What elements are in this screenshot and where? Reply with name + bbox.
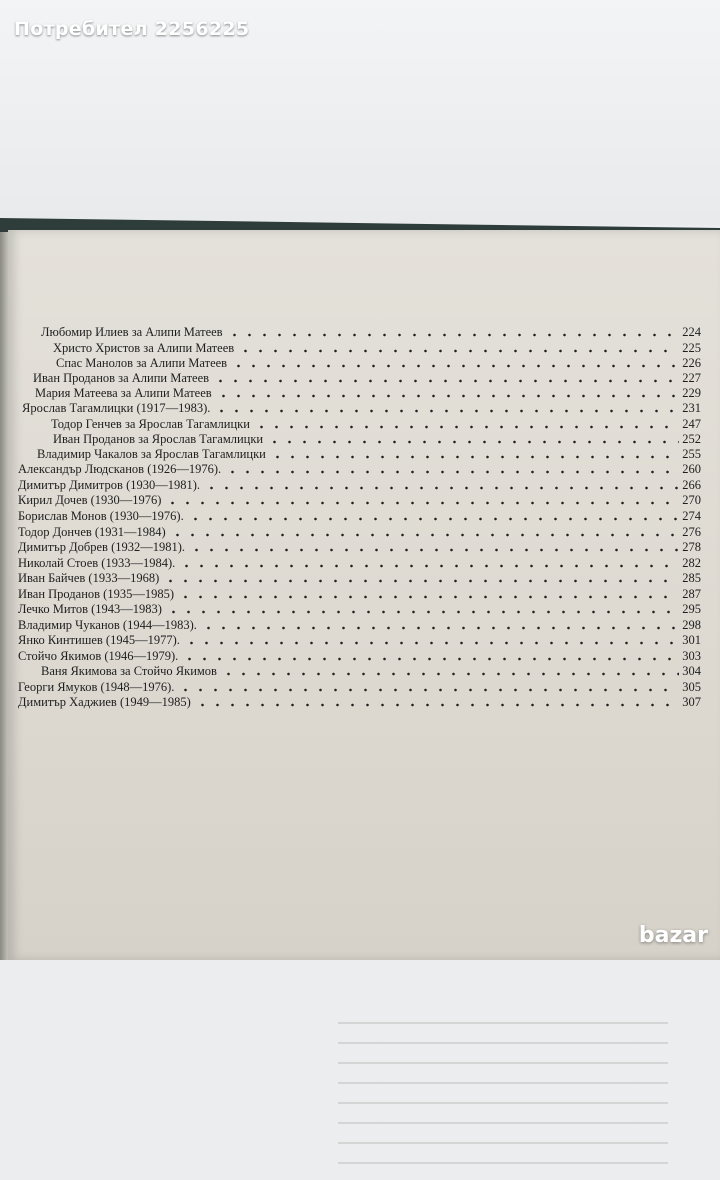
toc-entry-page: 227 — [682, 371, 701, 385]
toc-leader-dots — [188, 508, 680, 524]
toc-entry — [18, 477, 701, 493]
toc-entry — [18, 539, 701, 555]
toc-leader-dots — [214, 400, 679, 416]
toc-entry-page: 224 — [682, 325, 701, 339]
toc-entry-title: Георги Ямуков (1948—1976). — [18, 680, 175, 694]
toc-leader-dots — [163, 570, 679, 586]
toc-entry-title: Иван Проданов за Ярослав Тагамлицки — [53, 432, 264, 446]
toc-entry-title: Николай Стоев (1933—1984). — [18, 556, 176, 570]
toc-entry-title: Иван Байчев (1933—1968) — [18, 571, 160, 585]
toc-leader-dots — [166, 601, 679, 617]
user-label-overlay: Потребител 2256225 — [14, 18, 250, 40]
toc-entry-title: Кирил Дочев (1930—1976) — [18, 493, 162, 507]
toc-entry-title: Лечко Митов (1943—1983) — [18, 602, 162, 616]
toc-leader-dots — [254, 416, 679, 432]
toc-entry-page: 252 — [682, 432, 701, 446]
toc-entry-title: Любомир Илиев за Алипи Матеев — [41, 325, 223, 339]
toc-leader-dots — [179, 555, 679, 571]
toc-entry-page: 304 — [682, 664, 701, 678]
toc-entry-title: Тодор Генчев за Ярослав Тагамлицки — [51, 417, 250, 431]
toc-entry-title: Христо Христов за Алипи Матеев — [53, 341, 235, 355]
toc-entry-page: 229 — [682, 386, 701, 400]
toc-leader-dots — [227, 324, 680, 340]
toc-entry — [51, 416, 701, 432]
toc-entry-title: Стойчо Якимов (1946—1979). — [18, 649, 179, 663]
show-through-text — [338, 1010, 668, 1180]
toc-entry — [22, 400, 701, 416]
toc-entry — [18, 570, 701, 586]
toc-entry-title: Спас Манолов за Алипи Матеев — [56, 356, 228, 370]
toc-entry-page: 303 — [682, 649, 701, 663]
toc-leader-dots — [170, 524, 680, 540]
toc-leader-dots — [221, 663, 679, 679]
toc-entry-title: Борислав Монов (1930—1976). — [18, 509, 184, 523]
toc-leader-dots — [184, 632, 679, 648]
toc-entry-page: 301 — [682, 633, 701, 647]
toc-entry-title: Димитър Добрев (1932—1981). — [18, 540, 186, 554]
book-page — [8, 230, 720, 960]
toc-entry — [53, 431, 701, 447]
toc-entry-page: 276 — [682, 525, 701, 539]
toc-entry-page: 255 — [682, 447, 701, 461]
toc-entry-page: 287 — [682, 587, 701, 601]
toc-entry-page: 278 — [682, 540, 701, 554]
toc-entry-title: Мария Матеева за Алипи Матеев — [35, 386, 212, 400]
toc-leader-dots — [270, 446, 679, 462]
toc-leader-dots — [182, 648, 679, 664]
toc-entry-page: 298 — [682, 618, 701, 632]
toc-entry — [18, 694, 701, 710]
toc-entry — [18, 632, 701, 648]
toc-entry-page: 295 — [682, 602, 701, 616]
toc-entry — [18, 508, 701, 524]
toc-entry-page: 282 — [682, 556, 701, 570]
toc-leader-dots — [165, 492, 679, 508]
toc-entry — [37, 446, 701, 462]
toc-entry — [18, 601, 701, 617]
toc-entry — [41, 663, 701, 679]
toc-entry-title: Ярослав Тагамлицки (1917—1983). — [22, 401, 211, 415]
toc-entry-title: Владимир Чакалов за Ярослав Тагамлицки — [37, 447, 266, 461]
toc-leader-dots — [178, 586, 679, 602]
toc-entry-page: 266 — [682, 478, 701, 492]
toc-entry-title: Димитър Димитров (1930—1981). — [18, 478, 201, 492]
toc-entry-title: Владимир Чуканов (1944—1983). — [18, 618, 197, 632]
toc-leader-dots — [204, 477, 679, 493]
toc-entry-title: Янко Кинтишев (1945—1977). — [18, 633, 180, 647]
toc-entry — [53, 340, 701, 356]
toc-entry-page: 307 — [682, 695, 701, 709]
toc-entry — [56, 355, 701, 371]
toc-entry-title: Иван Проданов за Алипи Матеев — [33, 371, 210, 385]
bazar-watermark-logo: bazar — [638, 923, 708, 948]
toc-entry — [18, 461, 701, 477]
toc-leader-dots — [225, 461, 679, 477]
toc-leader-dots — [213, 370, 679, 386]
toc-entry — [18, 617, 701, 633]
toc-entry — [18, 679, 701, 695]
toc-entry — [33, 370, 701, 386]
toc-entry-title: Иван Проданов (1935—1985) — [18, 587, 174, 601]
toc-leader-dots — [189, 539, 679, 555]
toc-leader-dots — [195, 694, 679, 710]
toc-entry-page: 274 — [682, 509, 701, 523]
toc-entry-title: Ваня Якимова за Стойчо Якимов — [41, 664, 217, 678]
toc-entry — [18, 492, 701, 508]
toc-leader-dots — [238, 340, 679, 356]
toc-leader-dots — [178, 679, 679, 695]
toc-entry — [18, 524, 701, 540]
toc-entry-page: 270 — [682, 493, 701, 507]
toc-leader-dots — [201, 617, 679, 633]
toc-entry-page: 226 — [682, 356, 701, 370]
toc-entry — [18, 555, 701, 571]
toc-entry — [35, 385, 701, 401]
toc-entry-page: 285 — [682, 571, 701, 585]
toc-entry-page: 225 — [682, 341, 701, 355]
toc-entry-page: 231 — [682, 401, 701, 415]
toc-entry-title: Димитър Хаджиев (1949—1985) — [18, 695, 191, 709]
toc-entry — [18, 648, 701, 664]
toc-entry — [41, 324, 701, 340]
toc-entry-title: Тодор Дончев (1931—1984) — [18, 525, 166, 539]
toc-leader-dots — [231, 355, 679, 371]
toc-entry-page: 260 — [682, 462, 701, 476]
toc-entry-page: 247 — [682, 417, 701, 431]
toc-leader-dots — [216, 385, 680, 401]
toc-entry-title: Александър Людсканов (1926—1976). — [18, 462, 222, 476]
toc-entry-page: 305 — [682, 680, 701, 694]
toc-leader-dots — [267, 431, 679, 447]
toc-entry — [18, 586, 701, 602]
